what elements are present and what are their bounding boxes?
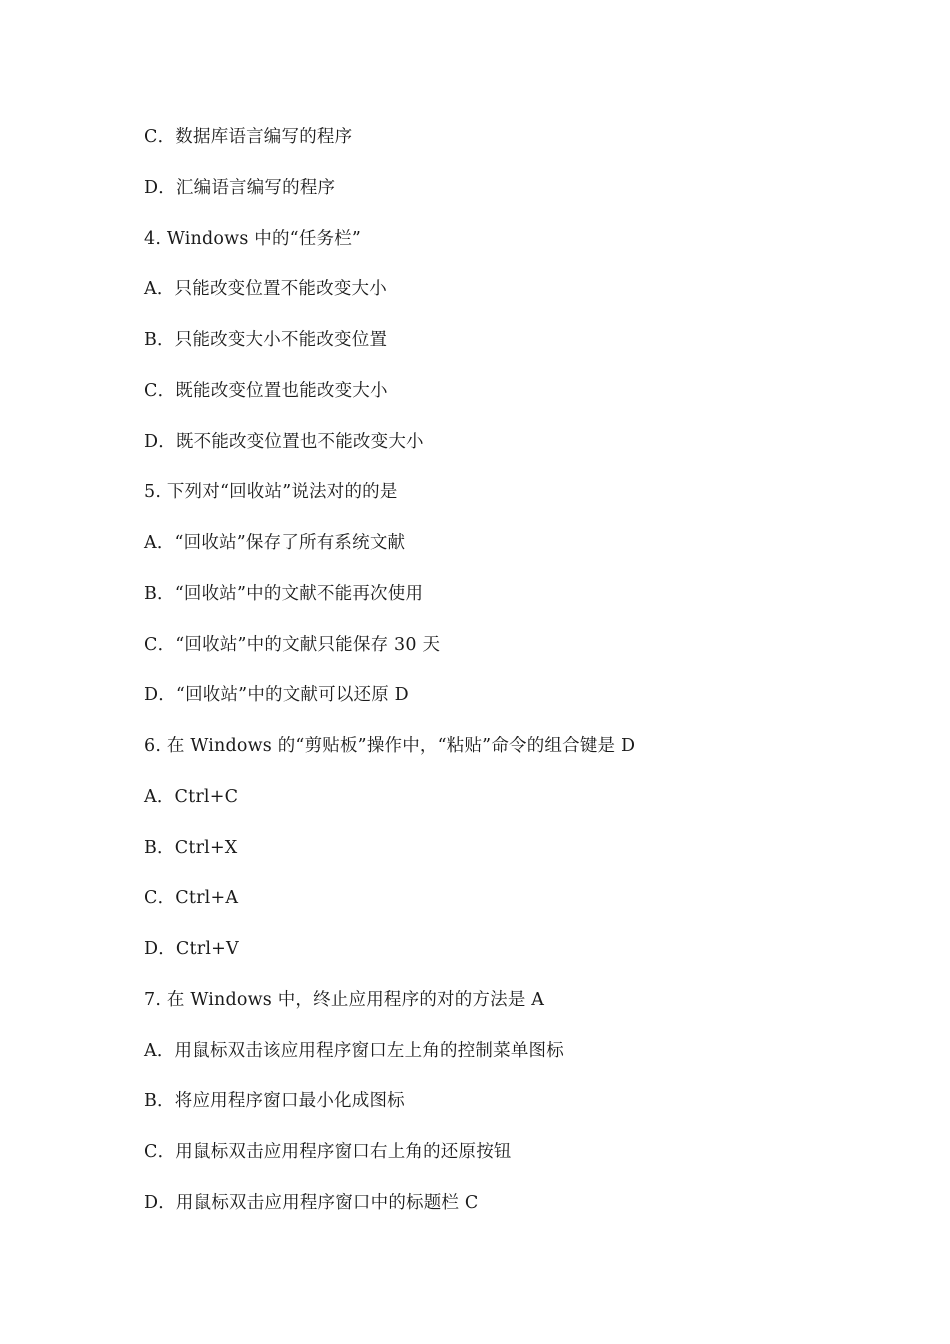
option-line: A．Ctrl+C xyxy=(144,786,239,807)
question-line: 7. 在 Windows 中，终止应用程序的对的方法是 A xyxy=(144,989,545,1010)
option-line: C．既能改变位置也能改变大小 xyxy=(144,380,388,401)
option-line: C．“回收站”中的文献只能保存 30 天 xyxy=(144,634,441,655)
option-line: D．“回收站”中的文献可以还原 D xyxy=(144,685,409,706)
option-line: B．将应用程序窗口最小化成图标 xyxy=(144,1091,405,1112)
option-line: A．“回收站”保存了所有系统文献 xyxy=(144,533,406,553)
option-line: D．Ctrl+V xyxy=(144,939,239,959)
option-line: A．只能改变位置不能改变大小 xyxy=(144,279,387,300)
option-line: B．“回收站”中的文献不能再次使用 xyxy=(144,583,424,604)
option-line: B．只能改变大小不能改变位置 xyxy=(144,330,388,350)
question-line: 6. 在 Windows 的“剪贴板”操作中，“粘贴”命令的组合键是 D xyxy=(144,736,636,756)
option-line: A．用鼠标双击该应用程序窗口左上角的控制菜单图标 xyxy=(144,1040,564,1061)
option-line: C．用鼠标双击应用程序窗口右上角的还原按钮 xyxy=(144,1142,512,1162)
option-line: D．用鼠标双击应用程序窗口中的标题栏 C xyxy=(144,1192,479,1213)
option-line: D．既不能改变位置也不能改变大小 xyxy=(144,431,424,452)
option-line: D．汇编语言编写的程序 xyxy=(144,177,336,198)
question-line: 4. Windows 中的“任务栏” xyxy=(144,228,362,249)
option-line: C．数据库语言编写的程序 xyxy=(144,127,353,147)
option-line: B．Ctrl+X xyxy=(144,837,238,858)
option-line: C．Ctrl+A xyxy=(144,888,239,909)
question-line: 5. 下列对“回收站”说法对的的是 xyxy=(144,482,398,503)
question-text-block xyxy=(144,122,635,1239)
